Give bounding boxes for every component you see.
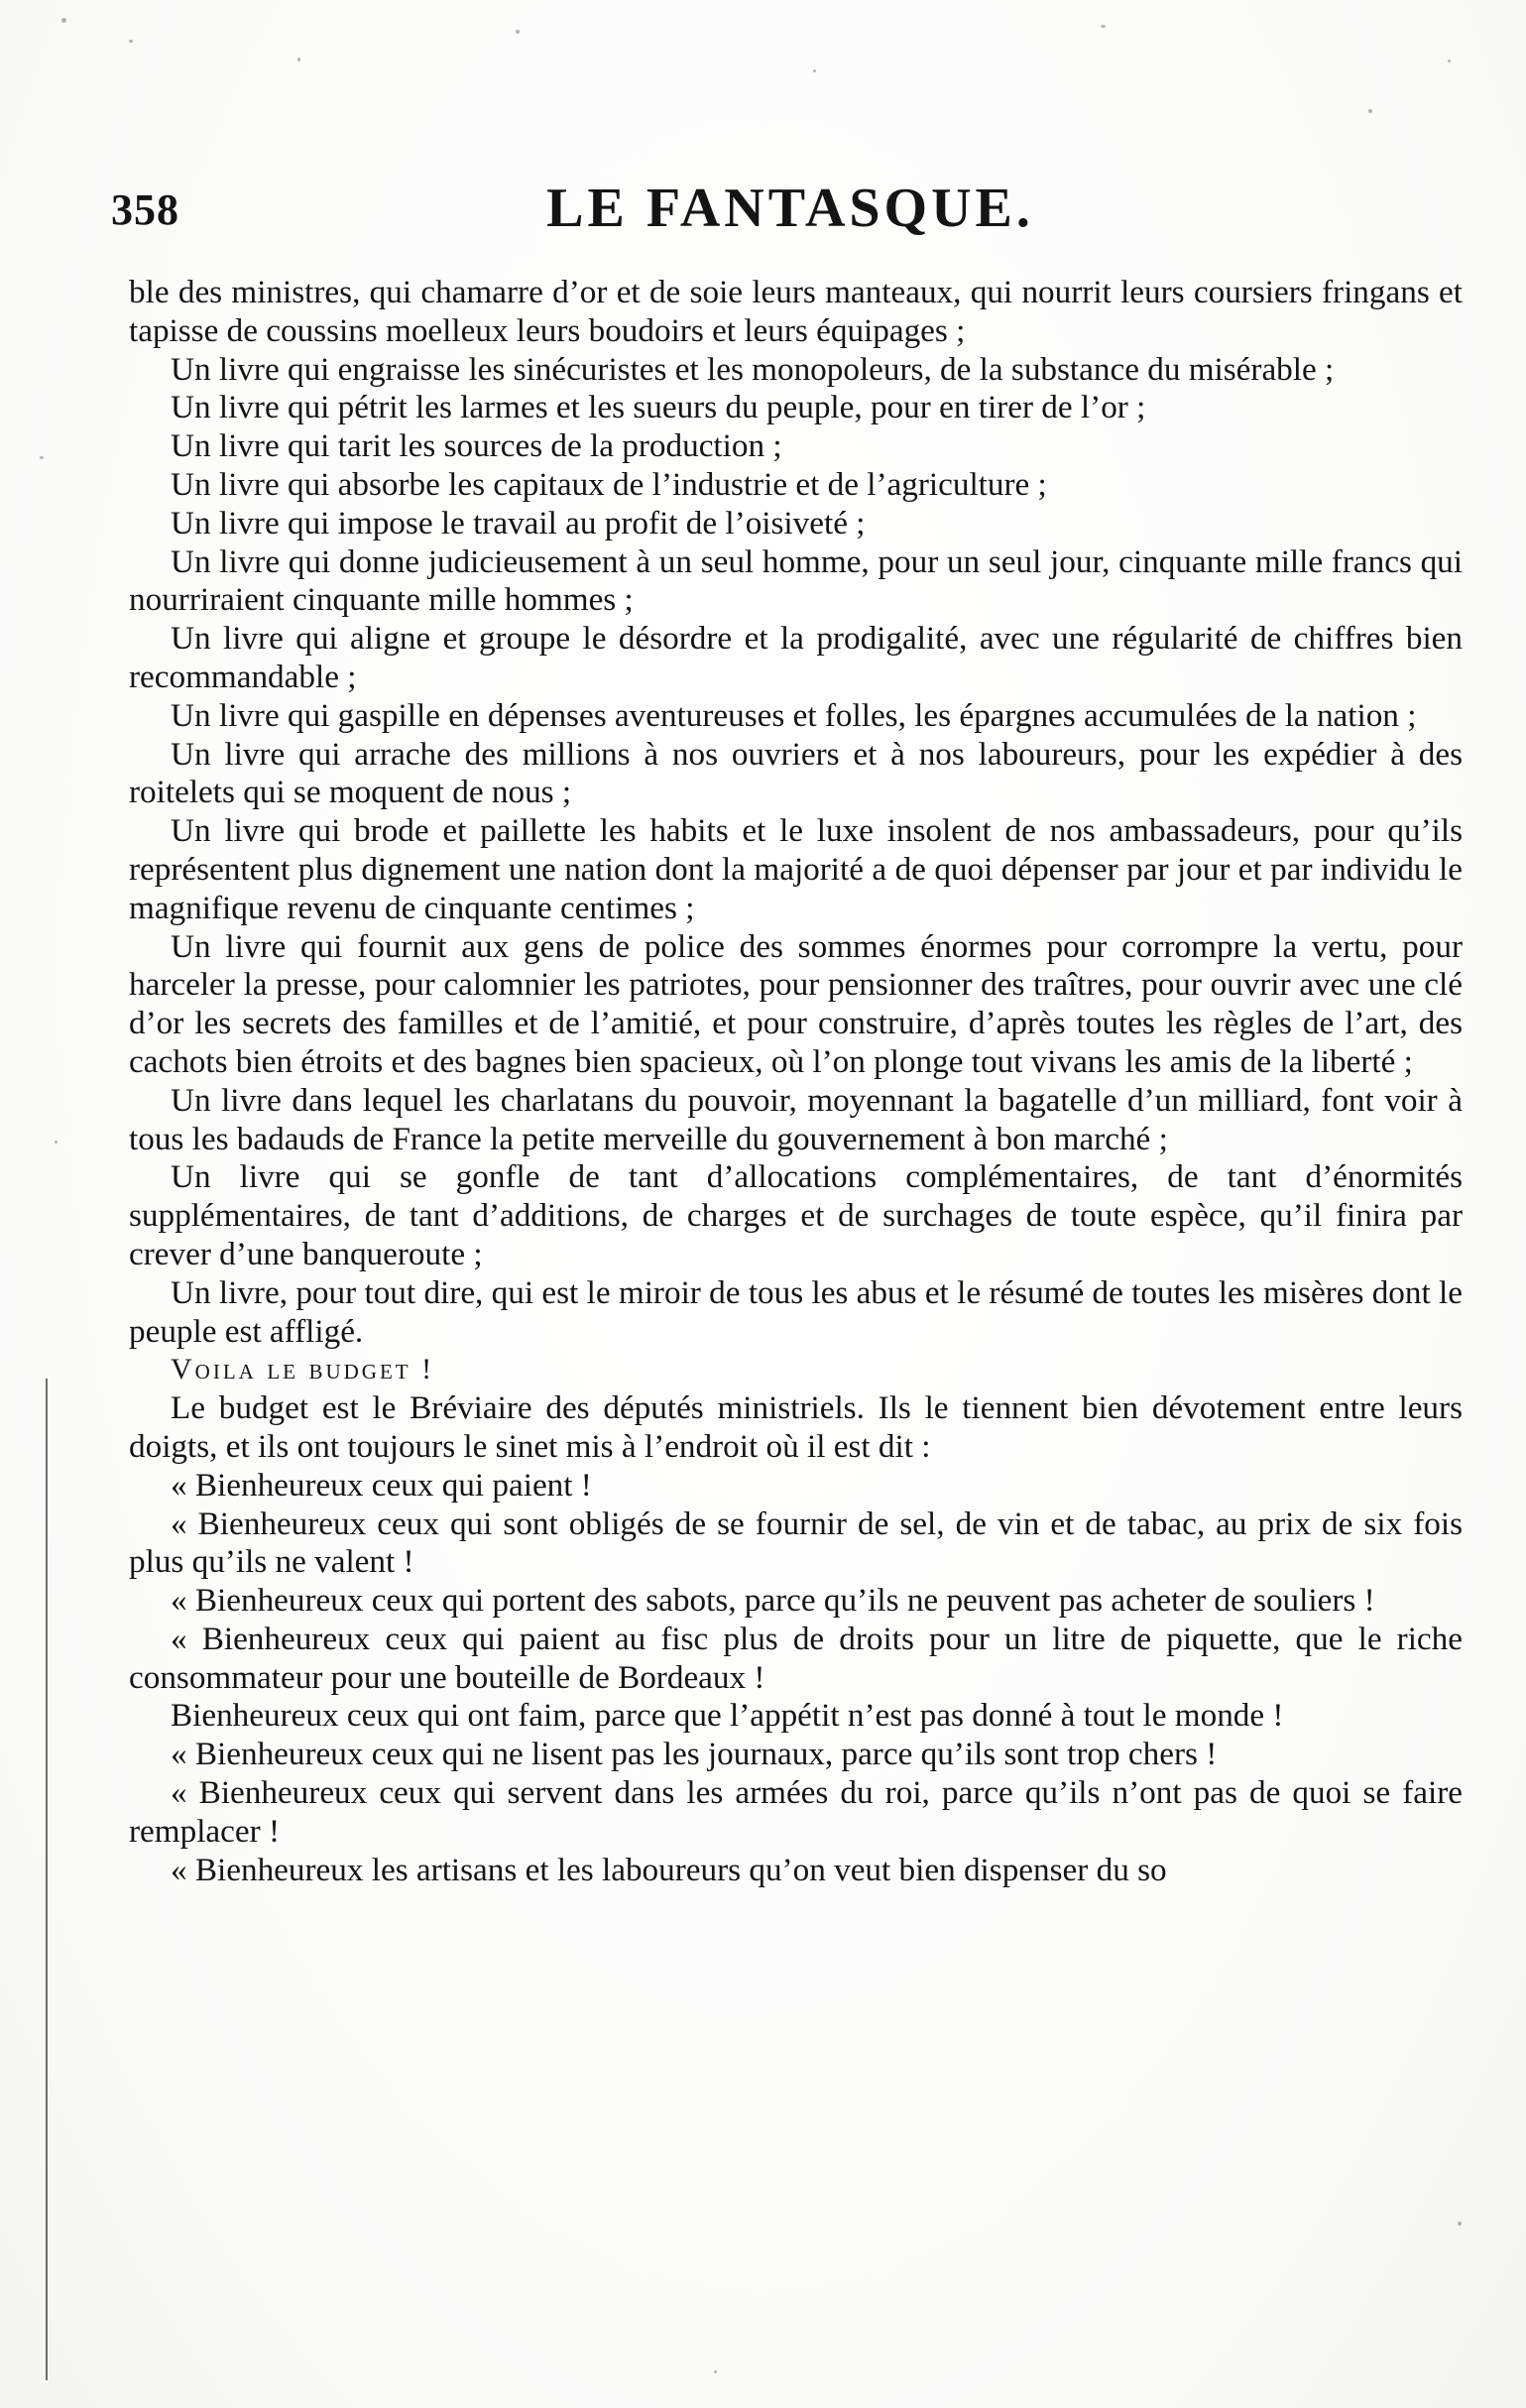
ink-speck — [55, 1141, 58, 1144]
section-heading: Voila le budget ! — [171, 1353, 435, 1386]
ink-speck — [516, 30, 520, 34]
ink-speck — [61, 18, 66, 23]
beatitude-line: « Bienheureux ceux qui ne lisent pas les journaux, parce qu’ils sont trop chers ! — [171, 1736, 1218, 1773]
paragraph: Un livre qui donne judicieusement à un seul homme, pour un seul jour, cinquante mille francs qui nourriraient cinquante mille hommes ; — [129, 542, 1463, 619]
paragraph: Un livre dans lequel les charlatans du pouvoir, moyennant la bagatelle d’un milliard, font voir à tous les badauds de France la petite merveille du gouvernement à bon marché ; — [129, 1081, 1463, 1157]
body-text — [129, 274, 1463, 1889]
beatitude-line: « Bienheureux ceux qui portent des sabots, parce qu’ils ne peuvent pas acheter de souliers ! — [171, 1582, 1375, 1620]
page-header — [111, 177, 1469, 246]
ink-speck — [129, 40, 133, 43]
paragraph: Un livre qui tarit les sources de la production ; — [171, 427, 782, 465]
beatitude-line: « Bienheureux ceux qui servent dans les armées du roi, parce qu’ils n’ont pas de quoi se faire remplacer ! — [129, 1774, 1463, 1850]
ink-speck — [1448, 60, 1451, 62]
page-edge-rule — [46, 1379, 48, 2380]
paragraph: Un livre qui impose le travail au profit de l’oisiveté ; — [171, 504, 866, 542]
ink-speck — [1458, 2222, 1462, 2226]
paragraph: Un livre, pour tout dire, qui est le miroir de tous les abus et le résumé de toutes les misères dont le peuple est affligé. — [129, 1273, 1463, 1350]
paragraph: Un livre qui aligne et groupe le désordre et la prodigalité, avec une régularité de chiffres bien recommandable ; — [129, 620, 1463, 695]
running-title: LE FANTASQUE. — [546, 178, 1034, 239]
ink-speck — [1368, 109, 1372, 113]
beatitude-line: « Bienheureux ceux qui paient ! — [171, 1466, 592, 1504]
paragraph: Un livre qui engraisse les sinécuristes et les monopoleurs, de la substance du misérable ; — [171, 350, 1335, 388]
paragraph: Un livre qui absorbe les capitaux de l’industrie et de l’agriculture ; — [171, 465, 1047, 503]
beatitude-line: « Bienheureux les artisans et les laboureurs qu’on veut bien dispenser du so — [171, 1851, 1167, 1888]
ink-speck — [813, 69, 816, 72]
beatitude-line: Bienheureux ceux qui ont faim, parce que l’appétit n’est pas donné à tout le monde ! — [171, 1697, 1284, 1735]
beatitude-line: « Bienheureux ceux qui sont obligés de se fournir de sel, de vin et de tabac, au prix de six fois plus qu’ils ne valent ! — [129, 1505, 1463, 1581]
paragraph: Un livre qui fournit aux gens de police des sommes énormes pour corrompre la vertu, pour harceler la presse, pour calomnier les patriotes, pour pensionner des traîtres, pour ouvrir avec une clé d’or les secrets des familles et de l’amitié, et pour construire, d’après toutes les règles de l’art, des cachots bien étroits et des bagnes bien spacieux, où l’on plonge tout vivans les amis de la liberté ; — [129, 927, 1463, 1080]
ink-speck — [714, 2370, 717, 2373]
paragraph: Un livre qui se gonfle de tant d’allocations complémentaires, de tant d’énormités supplémentaires, de tant d’additions, de charges et de surchages de toute espèce, qu’il finira par crever d’une banqueroute ; — [129, 1158, 1463, 1272]
ink-speck — [297, 58, 300, 61]
paragraph: Un livre qui pétrit les larmes et les sueurs du peuple, pour en tirer de l’or ; — [171, 389, 1146, 426]
paragraph: Un livre qui gaspille en dépenses aventureuses et folles, les épargnes accumulées de la nation ; — [171, 696, 1417, 734]
paragraph: Un livre qui arrache des millions à nos ouvriers et à nos laboureurs, pour les expédier à des roitelets qui se moquent de nous ; — [129, 735, 1463, 811]
paragraph: Le budget est le Bréviaire des députés ministriels. Ils le tiennent bien dévotement entre leurs doigts, et ils ont toujours le sinet mis à l’endroit où il est dit : — [129, 1389, 1463, 1465]
paragraph: Un livre qui brode et paillette les habits et le luxe insolent de nos ambassadeurs, pour qu’ils représentent plus dignement une nation dont la majorité a de quoi dépenser par jour et par individu le magnifique revenu de cinquante centimes ; — [129, 812, 1463, 926]
ink-speck — [1101, 25, 1106, 28]
page-number: 358 — [111, 185, 179, 234]
paragraph: ble des ministres, qui chamarre d’or et de soie leurs manteaux, qui nourrit leurs coursiers fringans et tapisse de coussins moelleux leurs boudoirs et leurs équipages ; — [129, 274, 1463, 349]
ink-speck — [40, 456, 44, 459]
beatitude-line: « Bienheureux ceux qui paient au fisc plus de droits pour un litre de piquette, que le riche consommateur pour une bouteille de Bordeaux ! — [129, 1620, 1463, 1696]
